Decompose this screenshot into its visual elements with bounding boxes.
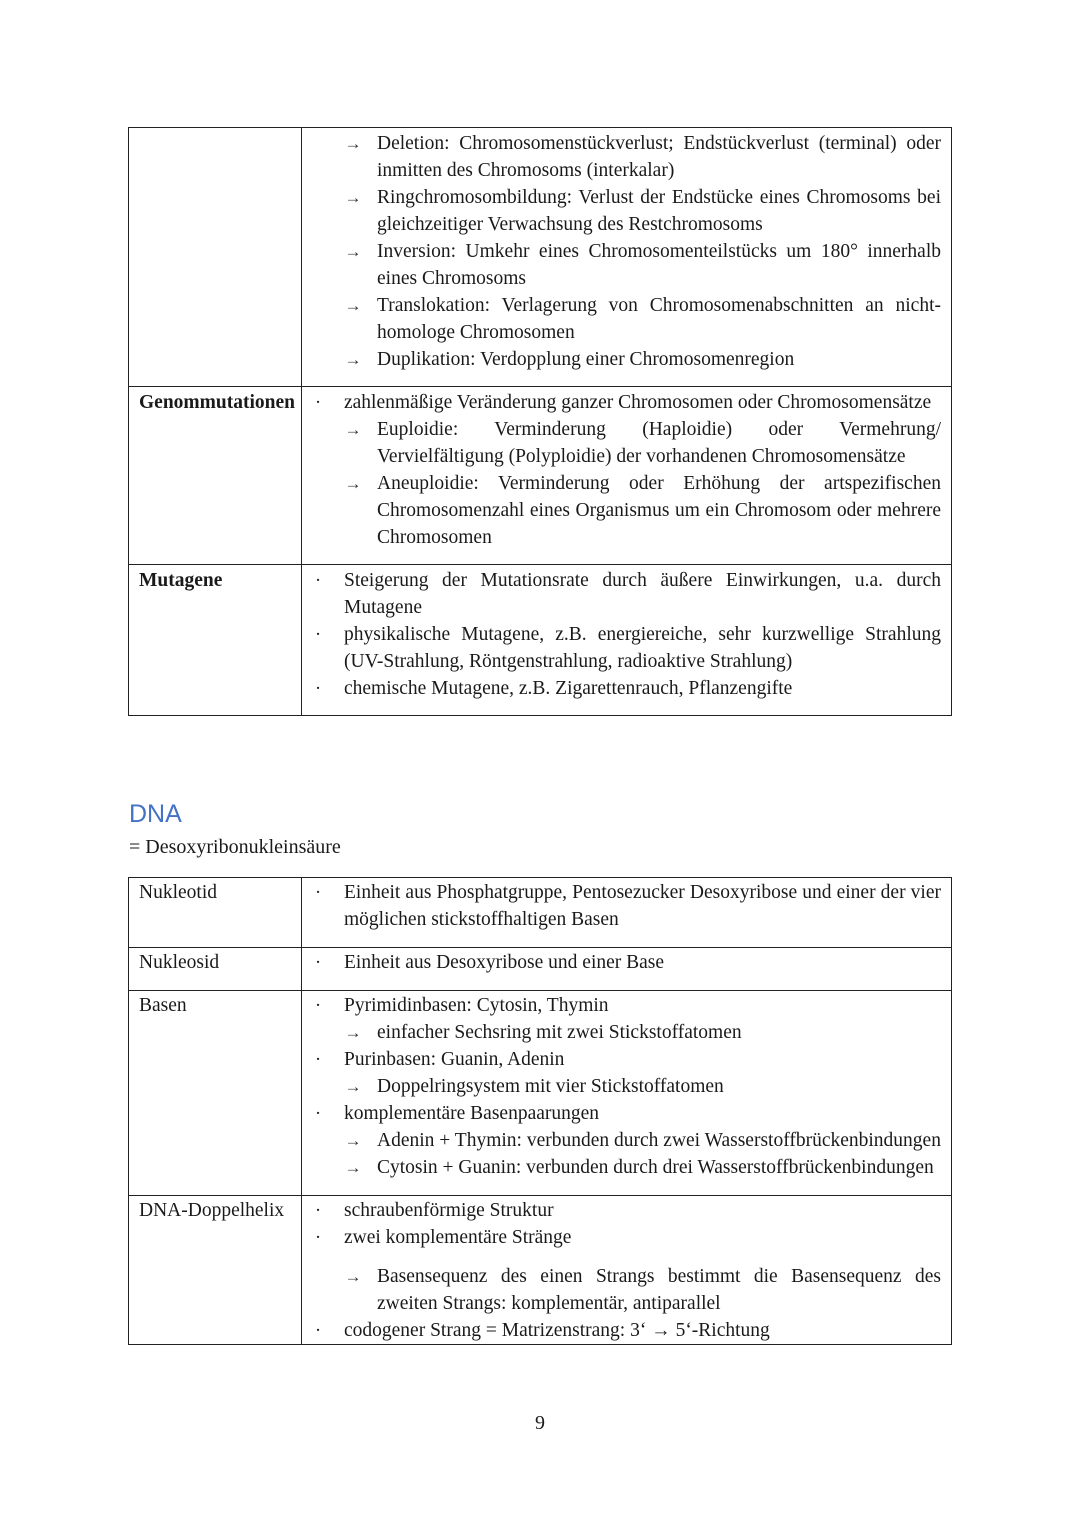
arrow-item xyxy=(302,184,941,238)
arrow-item xyxy=(302,238,941,292)
arrow-item xyxy=(302,1154,941,1181)
arrow-right-icon: → xyxy=(344,188,362,207)
row-content xyxy=(302,991,952,1196)
item-text: Purinbasen: Guanin, Adenin xyxy=(344,1049,565,1070)
arrow-right-icon: → xyxy=(344,1023,362,1042)
arrow-right-icon: → xyxy=(344,296,362,315)
table-row xyxy=(129,565,952,716)
item-text: Duplikation: Verdopplung einer Chromosomenregion xyxy=(377,349,795,370)
row-content xyxy=(302,565,952,716)
item-text: Adenin + Thymin: verbunden durch zwei Wasserstoffbrückenbindungen xyxy=(377,1130,941,1151)
arrow-item xyxy=(302,346,941,373)
row-label xyxy=(129,128,302,387)
page-number: 9 xyxy=(535,1412,545,1434)
bullet-icon: · xyxy=(314,882,322,903)
arrow-right-icon: → xyxy=(344,1131,362,1150)
bullet-icon: · xyxy=(314,570,322,591)
row-label: Mutagene xyxy=(129,565,302,716)
arrow-right-icon: → xyxy=(344,420,362,439)
bullet-icon: · xyxy=(314,995,322,1016)
bullet-item xyxy=(302,1224,941,1251)
bullet-item xyxy=(302,1100,941,1127)
bullet-item xyxy=(302,675,941,702)
row-label: DNA-Doppelhelix xyxy=(129,1196,302,1345)
section-heading-dna: DNA xyxy=(129,800,182,828)
bullet-icon: · xyxy=(314,952,322,973)
arrow-right-icon: → xyxy=(344,474,362,493)
item-text: Translokation: Verlagerung von Chromosomenabschnitten an nicht-homologe Chromosomen xyxy=(377,295,941,343)
item-text: physikalische Mutagene, z.B. energiereiche, sehr kurzwellige Strahlung (UV-Strahlung, Röntgenstrahlung, radioaktive Strahlung) xyxy=(344,624,941,672)
item-text: Einheit aus Phosphatgruppe, Pentosezucker Desoxyribose und einer der vier möglichen stickstoffhaltigen Basen xyxy=(344,882,941,930)
arrow-item xyxy=(302,1263,941,1317)
item-text: Einheit aus Desoxyribose und einer Base xyxy=(344,952,665,973)
item-text: Basensequenz des einen Strangs bestimmt die Basensequenz des zweiten Strangs: komplementär, antiparallel xyxy=(377,1266,941,1314)
item-text: Deletion: Chromosomenstückverlust; Endstückverlust (terminal) oder inmitten des Chromosoms (interkalar) xyxy=(377,133,941,181)
row-content xyxy=(302,128,952,387)
row-content xyxy=(302,1196,952,1345)
dna-table xyxy=(128,877,952,1345)
bullet-icon: · xyxy=(314,1227,322,1248)
spacer xyxy=(302,1251,941,1263)
table-row xyxy=(129,387,952,565)
arrow-right-icon: → xyxy=(344,1158,362,1177)
table-row xyxy=(129,878,952,948)
bullet-icon: · xyxy=(314,1049,322,1070)
item-text: Inversion: Umkehr eines Chromosomenteilstücks um 180° innerhalb eines Chromosoms xyxy=(377,241,941,289)
bullet-item xyxy=(302,949,941,976)
item-text: Euploidie: Verminderung (Haploidie) oder Vermehrung/ Vervielfältigung (Polyploidie) der vorhandenen Chromosomensätze xyxy=(377,419,941,467)
item-text: Pyrimidinbasen: Cytosin, Thymin xyxy=(344,995,609,1016)
bullet-item xyxy=(302,1197,941,1224)
arrow-item xyxy=(302,416,941,470)
table-row xyxy=(129,948,952,991)
row-content xyxy=(302,878,952,948)
item-text: Cytosin + Guanin: verbunden durch drei Wasserstoffbrückenbindungen xyxy=(377,1157,934,1178)
bullet-item xyxy=(302,1317,941,1344)
arrow-right-icon: → xyxy=(344,134,362,153)
row-content xyxy=(302,948,952,991)
arrow-right-icon: → xyxy=(344,242,362,261)
arrow-item xyxy=(302,470,941,551)
bullet-item xyxy=(302,389,941,416)
item-text: zahlenmäßige Veränderung ganzer Chromosomen oder Chromosomensätze xyxy=(344,392,932,413)
arrow-item xyxy=(302,1073,941,1100)
item-text: einfacher Sechsring mit zwei Stickstoffatomen xyxy=(377,1022,742,1043)
table-row xyxy=(129,128,952,387)
bullet-item xyxy=(302,992,941,1019)
row-label: Nukleotid xyxy=(129,878,302,948)
arrow-item xyxy=(302,130,941,184)
item-text: komplementäre Basenpaarungen xyxy=(344,1103,600,1124)
arrow-item xyxy=(302,292,941,346)
bullet-item xyxy=(302,567,941,621)
row-label: Nukleosid xyxy=(129,948,302,991)
bullet-icon: · xyxy=(314,678,322,699)
arrow-right-icon: → xyxy=(344,350,362,369)
arrow-right-icon: → xyxy=(344,1077,362,1096)
bullet-item xyxy=(302,879,941,933)
arrow-item xyxy=(302,1019,941,1046)
table-row xyxy=(129,991,952,1196)
bullet-icon: · xyxy=(314,1320,322,1341)
item-text: Steigerung der Mutationsrate durch äußere Einwirkungen, u.a. durch Mutagene xyxy=(344,570,941,618)
item-text: chemische Mutagene, z.B. Zigarettenrauch, Pflanzengifte xyxy=(344,678,793,699)
row-label: Basen xyxy=(129,991,302,1196)
bullet-icon: · xyxy=(314,1200,322,1221)
item-text: zwei komplementäre Stränge xyxy=(344,1227,572,1248)
section-subtitle: = Desoxyribonukleinsäure xyxy=(129,836,341,858)
item-text: schraubenförmige Struktur xyxy=(344,1200,554,1221)
bullet-item xyxy=(302,1046,941,1073)
bullet-icon: · xyxy=(314,1103,322,1124)
arrow-right-icon: → xyxy=(344,1267,362,1286)
table-row xyxy=(129,1196,952,1345)
arrow-item xyxy=(302,1127,941,1154)
item-text: codogener Strang = Matrizenstrang: 3‘ → 5‘-Richtung xyxy=(344,1320,770,1341)
row-content xyxy=(302,387,952,565)
bullet-item xyxy=(302,621,941,675)
item-text: Aneuploidie: Verminderung oder Erhöhung der artspezifischen Chromosomenzahl eines Organismus um ein Chromosom oder mehrere Chromosomen xyxy=(377,473,941,548)
row-label: Genommutationen xyxy=(129,387,302,565)
item-text: Ringchromosombildung: Verlust der Endstücke eines Chromosoms bei gleichzeitiger Verwachsung des Restchromosoms xyxy=(377,187,941,235)
mutations-table xyxy=(128,127,952,716)
bullet-icon: · xyxy=(314,624,322,645)
item-text: Doppelringsystem mit vier Stickstoffatomen xyxy=(377,1076,724,1097)
bullet-icon: · xyxy=(314,392,322,413)
